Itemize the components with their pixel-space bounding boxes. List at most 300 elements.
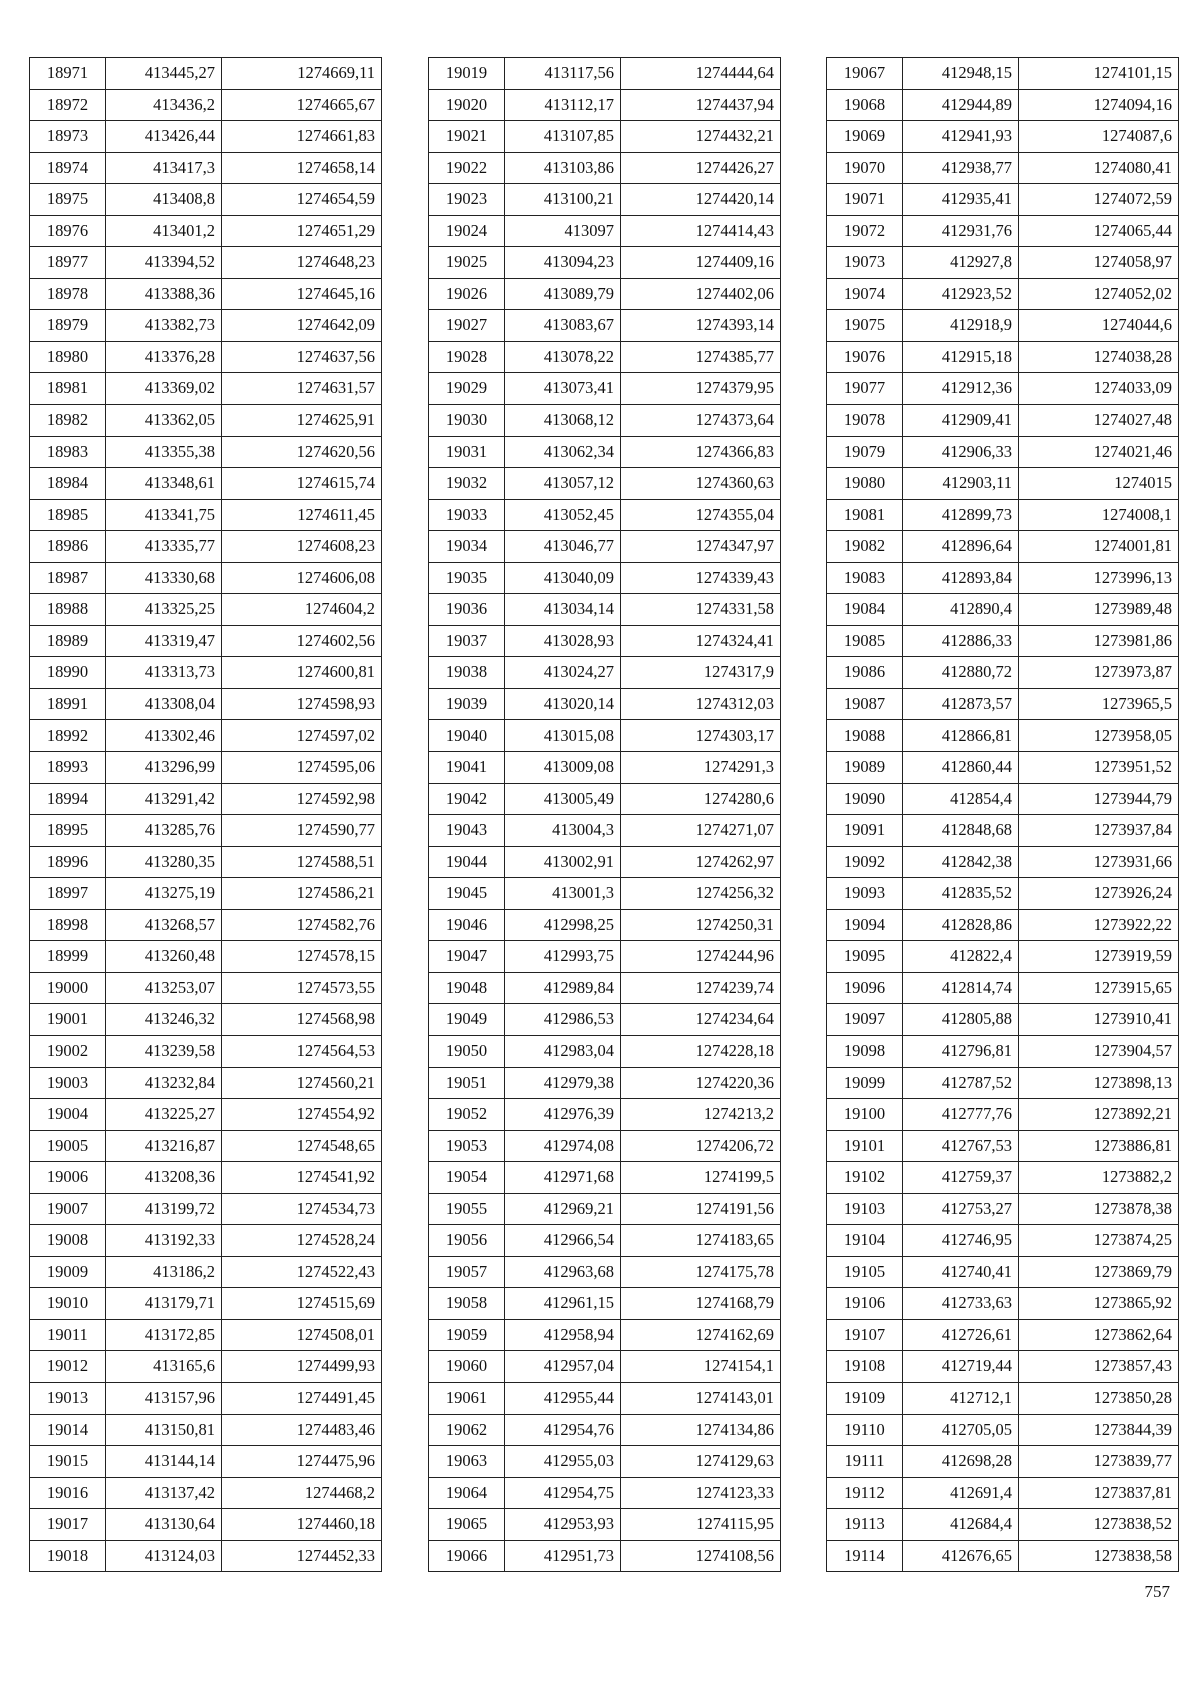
x-coordinate-cell: 413369,02 (106, 373, 222, 405)
point-number-cell: 19026 (429, 278, 505, 310)
table-row (30, 341, 382, 373)
y-coordinate-cell: 1274475,96 (222, 1446, 382, 1478)
y-coordinate-cell: 1274001,81 (1019, 531, 1179, 563)
x-coordinate-cell: 412966,54 (505, 1225, 621, 1257)
x-coordinate-cell: 412998,25 (505, 909, 621, 941)
table-row (429, 436, 781, 468)
x-coordinate-cell: 413302,46 (106, 720, 222, 752)
table-row (827, 657, 1179, 689)
x-coordinate-cell: 413208,36 (106, 1162, 222, 1194)
table-row (30, 625, 382, 657)
y-coordinate-cell: 1274134,86 (621, 1414, 781, 1446)
table-row (30, 215, 382, 247)
table-row (30, 657, 382, 689)
point-number-cell: 18981 (30, 373, 106, 405)
y-coordinate-cell: 1274280,6 (621, 783, 781, 815)
point-number-cell: 18991 (30, 688, 106, 720)
x-coordinate-cell: 412842,38 (903, 846, 1019, 878)
x-coordinate-cell: 412886,33 (903, 625, 1019, 657)
x-coordinate-cell: 413268,57 (106, 909, 222, 941)
point-number-cell: 19054 (429, 1162, 505, 1194)
x-coordinate-cell: 412733,63 (903, 1288, 1019, 1320)
x-coordinate-cell: 412963,68 (505, 1256, 621, 1288)
x-coordinate-cell: 412896,64 (903, 531, 1019, 563)
y-coordinate-cell: 1274432,21 (621, 121, 781, 153)
y-coordinate-cell: 1274256,32 (621, 878, 781, 910)
x-coordinate-cell: 412899,73 (903, 499, 1019, 531)
table-row (30, 436, 382, 468)
y-coordinate-cell: 1274038,28 (1019, 341, 1179, 373)
x-coordinate-cell: 413313,73 (106, 657, 222, 689)
point-number-cell: 19014 (30, 1414, 106, 1446)
point-number-cell: 18977 (30, 247, 106, 279)
point-number-cell: 19089 (827, 752, 903, 784)
table-row (827, 909, 1179, 941)
table-row (827, 89, 1179, 121)
point-number-cell: 19072 (827, 215, 903, 247)
table-row (30, 278, 382, 310)
x-coordinate-cell: 412955,44 (505, 1382, 621, 1414)
table-row (827, 1225, 1179, 1257)
table-row (30, 846, 382, 878)
point-number-cell: 19059 (429, 1319, 505, 1351)
x-coordinate-cell: 412890,4 (903, 594, 1019, 626)
y-coordinate-cell: 1274033,09 (1019, 373, 1179, 405)
y-coordinate-cell: 1274437,94 (621, 89, 781, 121)
x-coordinate-cell: 413117,56 (505, 58, 621, 90)
y-coordinate-cell: 1274468,2 (222, 1477, 382, 1509)
point-number-cell: 19095 (827, 941, 903, 973)
x-coordinate-cell: 412767,53 (903, 1130, 1019, 1162)
y-coordinate-cell: 1274658,14 (222, 152, 382, 184)
y-coordinate-cell: 1274637,56 (222, 341, 382, 373)
point-number-cell: 19049 (429, 1004, 505, 1036)
y-coordinate-cell: 1273844,39 (1019, 1414, 1179, 1446)
x-coordinate-cell: 412927,8 (903, 247, 1019, 279)
point-number-cell: 19098 (827, 1035, 903, 1067)
page-number: 757 (1144, 1582, 1170, 1601)
table-row (30, 499, 382, 531)
x-coordinate-cell: 413024,27 (505, 657, 621, 689)
x-coordinate-cell: 413089,79 (505, 278, 621, 310)
x-coordinate-cell: 413100,21 (505, 184, 621, 216)
y-coordinate-cell: 1273951,52 (1019, 752, 1179, 784)
x-coordinate-cell: 413401,2 (106, 215, 222, 247)
x-coordinate-cell: 413179,71 (106, 1288, 222, 1320)
table-row (30, 247, 382, 279)
x-coordinate-cell: 413260,48 (106, 941, 222, 973)
y-coordinate-cell: 1274608,23 (222, 531, 382, 563)
x-coordinate-cell: 413280,35 (106, 846, 222, 878)
x-coordinate-cell: 413348,61 (106, 468, 222, 500)
table-row (30, 594, 382, 626)
table-row (30, 752, 382, 784)
table-row (429, 1288, 781, 1320)
table-row (429, 815, 781, 847)
point-number-cell: 19090 (827, 783, 903, 815)
point-number-cell: 19043 (429, 815, 505, 847)
point-number-cell: 19082 (827, 531, 903, 563)
point-number-cell: 19086 (827, 657, 903, 689)
y-coordinate-cell: 1274094,16 (1019, 89, 1179, 121)
y-coordinate-cell: 1274534,73 (222, 1193, 382, 1225)
point-number-cell: 19079 (827, 436, 903, 468)
point-number-cell: 19023 (429, 184, 505, 216)
table-row (429, 657, 781, 689)
point-number-cell: 19004 (30, 1099, 106, 1131)
point-number-cell: 19002 (30, 1035, 106, 1067)
x-coordinate-cell: 413388,36 (106, 278, 222, 310)
x-coordinate-cell: 412796,81 (903, 1035, 1019, 1067)
x-coordinate-cell: 412971,68 (505, 1162, 621, 1194)
point-number-cell: 19039 (429, 688, 505, 720)
x-coordinate-cell: 413004,3 (505, 815, 621, 847)
point-number-cell: 19041 (429, 752, 505, 784)
table-row (827, 846, 1179, 878)
point-number-cell: 19081 (827, 499, 903, 531)
point-number-cell: 19020 (429, 89, 505, 121)
table-row (429, 1067, 781, 1099)
y-coordinate-cell: 1274460,18 (222, 1509, 382, 1541)
point-number-cell: 18990 (30, 657, 106, 689)
x-coordinate-cell: 413291,42 (106, 783, 222, 815)
point-number-cell: 18997 (30, 878, 106, 910)
point-number-cell: 19029 (429, 373, 505, 405)
x-coordinate-cell: 413355,38 (106, 436, 222, 468)
point-number-cell: 19071 (827, 184, 903, 216)
point-number-cell: 19024 (429, 215, 505, 247)
y-coordinate-cell: 1273838,58 (1019, 1540, 1179, 1572)
table-row (429, 278, 781, 310)
point-number-cell: 19055 (429, 1193, 505, 1225)
table-row (827, 1540, 1179, 1572)
y-coordinate-cell: 1274143,01 (621, 1382, 781, 1414)
point-number-cell: 19037 (429, 625, 505, 657)
point-number-cell: 19001 (30, 1004, 106, 1036)
table-row (30, 310, 382, 342)
table-row (429, 625, 781, 657)
x-coordinate-cell: 413199,72 (106, 1193, 222, 1225)
point-number-cell: 19005 (30, 1130, 106, 1162)
y-coordinate-cell: 1274645,16 (222, 278, 382, 310)
x-coordinate-cell: 412854,4 (903, 783, 1019, 815)
point-number-cell: 19088 (827, 720, 903, 752)
table-row (30, 1256, 382, 1288)
y-coordinate-cell: 1274129,63 (621, 1446, 781, 1478)
table-row (30, 152, 382, 184)
point-number-cell: 19064 (429, 1477, 505, 1509)
y-coordinate-cell: 1273857,43 (1019, 1351, 1179, 1383)
y-coordinate-cell: 1273904,57 (1019, 1035, 1179, 1067)
x-coordinate-cell: 412828,86 (903, 909, 1019, 941)
table-row (827, 972, 1179, 1004)
point-number-cell: 19050 (429, 1035, 505, 1067)
x-coordinate-cell: 413325,25 (106, 594, 222, 626)
y-coordinate-cell: 1273996,13 (1019, 562, 1179, 594)
y-coordinate-cell: 1273922,22 (1019, 909, 1179, 941)
x-coordinate-cell: 412909,41 (903, 405, 1019, 437)
x-coordinate-cell: 413172,85 (106, 1319, 222, 1351)
x-coordinate-cell: 412866,81 (903, 720, 1019, 752)
table-row (827, 688, 1179, 720)
table-row (429, 341, 781, 373)
x-coordinate-cell: 412993,75 (505, 941, 621, 973)
y-coordinate-cell: 1274379,95 (621, 373, 781, 405)
table-row (429, 1351, 781, 1383)
point-number-cell: 18974 (30, 152, 106, 184)
y-coordinate-cell: 1274366,83 (621, 436, 781, 468)
x-coordinate-cell: 412691,4 (903, 1477, 1019, 1509)
y-coordinate-cell: 1274483,46 (222, 1414, 382, 1446)
y-coordinate-cell: 1274491,45 (222, 1382, 382, 1414)
point-number-cell: 19046 (429, 909, 505, 941)
x-coordinate-cell: 413341,75 (106, 499, 222, 531)
y-coordinate-cell: 1274015 (1019, 468, 1179, 500)
point-number-cell: 19110 (827, 1414, 903, 1446)
point-number-cell: 19010 (30, 1288, 106, 1320)
x-coordinate-cell: 413062,34 (505, 436, 621, 468)
x-coordinate-cell: 412951,73 (505, 1540, 621, 1572)
y-coordinate-cell: 1274541,92 (222, 1162, 382, 1194)
table-row (827, 1319, 1179, 1351)
y-coordinate-cell: 1274452,33 (222, 1540, 382, 1572)
x-coordinate-cell: 413165,6 (106, 1351, 222, 1383)
x-coordinate-cell: 412746,95 (903, 1225, 1019, 1257)
point-number-cell: 19091 (827, 815, 903, 847)
y-coordinate-cell: 1274373,64 (621, 405, 781, 437)
x-coordinate-cell: 412712,1 (903, 1382, 1019, 1414)
table-row (429, 720, 781, 752)
table-row (429, 89, 781, 121)
point-number-cell: 19036 (429, 594, 505, 626)
x-coordinate-cell: 413408,8 (106, 184, 222, 216)
y-coordinate-cell: 1274183,65 (621, 1225, 781, 1257)
x-coordinate-cell: 413001,3 (505, 878, 621, 910)
point-number-cell: 19093 (827, 878, 903, 910)
x-coordinate-cell: 412969,21 (505, 1193, 621, 1225)
point-number-cell: 18993 (30, 752, 106, 784)
point-number-cell: 19067 (827, 58, 903, 90)
x-coordinate-cell: 413028,93 (505, 625, 621, 657)
x-coordinate-cell: 412948,15 (903, 58, 1019, 90)
x-coordinate-cell: 412983,04 (505, 1035, 621, 1067)
y-coordinate-cell: 1274115,95 (621, 1509, 781, 1541)
point-number-cell: 19048 (429, 972, 505, 1004)
table-row (30, 720, 382, 752)
point-number-cell: 19028 (429, 341, 505, 373)
table-row (827, 1162, 1179, 1194)
table-row (827, 405, 1179, 437)
point-number-cell: 19092 (827, 846, 903, 878)
y-coordinate-cell: 1274123,33 (621, 1477, 781, 1509)
y-coordinate-cell: 1274058,97 (1019, 247, 1179, 279)
x-coordinate-cell: 412954,75 (505, 1477, 621, 1509)
y-coordinate-cell: 1274162,69 (621, 1319, 781, 1351)
y-coordinate-cell: 1274393,14 (621, 310, 781, 342)
y-coordinate-cell: 1274324,41 (621, 625, 781, 657)
point-number-cell: 18994 (30, 783, 106, 815)
table-row (429, 909, 781, 941)
y-coordinate-cell: 1274611,45 (222, 499, 382, 531)
point-number-cell: 19011 (30, 1319, 106, 1351)
y-coordinate-cell: 1274101,15 (1019, 58, 1179, 90)
y-coordinate-cell: 1274271,07 (621, 815, 781, 847)
point-number-cell: 19069 (827, 121, 903, 153)
point-number-cell: 18988 (30, 594, 106, 626)
point-number-cell: 19062 (429, 1414, 505, 1446)
point-number-cell: 19038 (429, 657, 505, 689)
x-coordinate-cell: 413040,09 (505, 562, 621, 594)
point-number-cell: 18983 (30, 436, 106, 468)
point-number-cell: 19022 (429, 152, 505, 184)
point-number-cell: 19057 (429, 1256, 505, 1288)
table-row (30, 1446, 382, 1478)
x-coordinate-cell: 412705,05 (903, 1414, 1019, 1446)
coordinate-table-1 (29, 57, 382, 1572)
table-row (429, 1004, 781, 1036)
point-number-cell: 19063 (429, 1446, 505, 1478)
y-coordinate-cell: 1274592,98 (222, 783, 382, 815)
y-coordinate-cell: 1274560,21 (222, 1067, 382, 1099)
y-coordinate-cell: 1274444,64 (621, 58, 781, 90)
table-row (429, 310, 781, 342)
table-row (30, 972, 382, 1004)
y-coordinate-cell: 1273892,21 (1019, 1099, 1179, 1131)
table-row (30, 909, 382, 941)
point-number-cell: 18984 (30, 468, 106, 500)
x-coordinate-cell: 412740,41 (903, 1256, 1019, 1288)
table-row (429, 373, 781, 405)
y-coordinate-cell: 1274615,74 (222, 468, 382, 500)
table-row (429, 783, 781, 815)
x-coordinate-cell: 413426,44 (106, 121, 222, 153)
y-coordinate-cell: 1274303,17 (621, 720, 781, 752)
y-coordinate-cell: 1273878,38 (1019, 1193, 1179, 1225)
x-coordinate-cell: 413186,2 (106, 1256, 222, 1288)
x-coordinate-cell: 412880,72 (903, 657, 1019, 689)
table-row (429, 688, 781, 720)
y-coordinate-cell: 1273958,05 (1019, 720, 1179, 752)
y-coordinate-cell: 1274072,59 (1019, 184, 1179, 216)
x-coordinate-cell: 413130,64 (106, 1509, 222, 1541)
table-row (30, 405, 382, 437)
y-coordinate-cell: 1274080,41 (1019, 152, 1179, 184)
x-coordinate-cell: 413078,22 (505, 341, 621, 373)
table-row (30, 1130, 382, 1162)
x-coordinate-cell: 413103,86 (505, 152, 621, 184)
y-coordinate-cell: 1273965,5 (1019, 688, 1179, 720)
point-number-cell: 19076 (827, 341, 903, 373)
table-row (429, 1193, 781, 1225)
x-coordinate-cell: 412957,04 (505, 1351, 621, 1383)
y-coordinate-cell: 1274402,06 (621, 278, 781, 310)
x-coordinate-cell: 412923,52 (903, 278, 1019, 310)
table-row (429, 1225, 781, 1257)
x-coordinate-cell: 413192,33 (106, 1225, 222, 1257)
y-coordinate-cell: 1274414,43 (621, 215, 781, 247)
table-row (429, 1382, 781, 1414)
x-coordinate-cell: 412676,65 (903, 1540, 1019, 1572)
point-number-cell: 19106 (827, 1288, 903, 1320)
y-coordinate-cell: 1274648,23 (222, 247, 382, 279)
table-row (827, 278, 1179, 310)
table-row (827, 468, 1179, 500)
y-coordinate-cell: 1274409,16 (621, 247, 781, 279)
y-coordinate-cell: 1274665,67 (222, 89, 382, 121)
y-coordinate-cell: 1274154,1 (621, 1351, 781, 1383)
point-number-cell: 19016 (30, 1477, 106, 1509)
point-number-cell: 19107 (827, 1319, 903, 1351)
x-coordinate-cell: 412941,93 (903, 121, 1019, 153)
point-number-cell: 19008 (30, 1225, 106, 1257)
table-row (30, 1067, 382, 1099)
point-number-cell: 19003 (30, 1067, 106, 1099)
x-coordinate-cell: 413216,87 (106, 1130, 222, 1162)
table-row (429, 594, 781, 626)
point-number-cell: 19060 (429, 1351, 505, 1383)
point-number-cell: 19114 (827, 1540, 903, 1572)
y-coordinate-cell: 1274554,92 (222, 1099, 382, 1131)
table-row (827, 594, 1179, 626)
table-row (827, 121, 1179, 153)
point-number-cell: 19113 (827, 1509, 903, 1541)
y-coordinate-cell: 1274168,79 (621, 1288, 781, 1320)
y-coordinate-cell: 1274522,43 (222, 1256, 382, 1288)
x-coordinate-cell: 413073,41 (505, 373, 621, 405)
x-coordinate-cell: 413382,73 (106, 310, 222, 342)
y-coordinate-cell: 1274175,78 (621, 1256, 781, 1288)
point-number-cell: 18976 (30, 215, 106, 247)
y-coordinate-cell: 1274606,08 (222, 562, 382, 594)
x-coordinate-cell: 412835,52 (903, 878, 1019, 910)
y-coordinate-cell: 1274528,24 (222, 1225, 382, 1257)
table-row (827, 373, 1179, 405)
table-row (30, 1414, 382, 1446)
y-coordinate-cell: 1274568,98 (222, 1004, 382, 1036)
y-coordinate-cell: 1274586,21 (222, 878, 382, 910)
point-number-cell: 19083 (827, 562, 903, 594)
table-row (827, 215, 1179, 247)
y-coordinate-cell: 1274339,43 (621, 562, 781, 594)
coordinate-table-2 (428, 57, 781, 1572)
table-row (827, 1288, 1179, 1320)
x-coordinate-cell: 412961,15 (505, 1288, 621, 1320)
coordinate-table-3 (826, 57, 1179, 1572)
y-coordinate-cell: 1274191,56 (621, 1193, 781, 1225)
point-number-cell: 19070 (827, 152, 903, 184)
y-coordinate-cell: 1274008,1 (1019, 499, 1179, 531)
y-coordinate-cell: 1273874,25 (1019, 1225, 1179, 1257)
y-coordinate-cell: 1274604,2 (222, 594, 382, 626)
point-number-cell: 19052 (429, 1099, 505, 1131)
point-number-cell: 19018 (30, 1540, 106, 1572)
table-row (827, 1446, 1179, 1478)
y-coordinate-cell: 1274595,06 (222, 752, 382, 784)
y-coordinate-cell: 1274044,6 (1019, 310, 1179, 342)
y-coordinate-cell: 1274052,02 (1019, 278, 1179, 310)
point-number-cell: 19100 (827, 1099, 903, 1131)
point-number-cell: 19066 (429, 1540, 505, 1572)
table-row (429, 121, 781, 153)
y-coordinate-cell: 1274239,74 (621, 972, 781, 1004)
x-coordinate-cell: 413335,77 (106, 531, 222, 563)
y-coordinate-cell: 1273910,41 (1019, 1004, 1179, 1036)
x-coordinate-cell: 413362,05 (106, 405, 222, 437)
x-coordinate-cell: 413246,32 (106, 1004, 222, 1036)
y-coordinate-cell: 1273869,79 (1019, 1256, 1179, 1288)
point-number-cell: 19073 (827, 247, 903, 279)
table-row (827, 1351, 1179, 1383)
